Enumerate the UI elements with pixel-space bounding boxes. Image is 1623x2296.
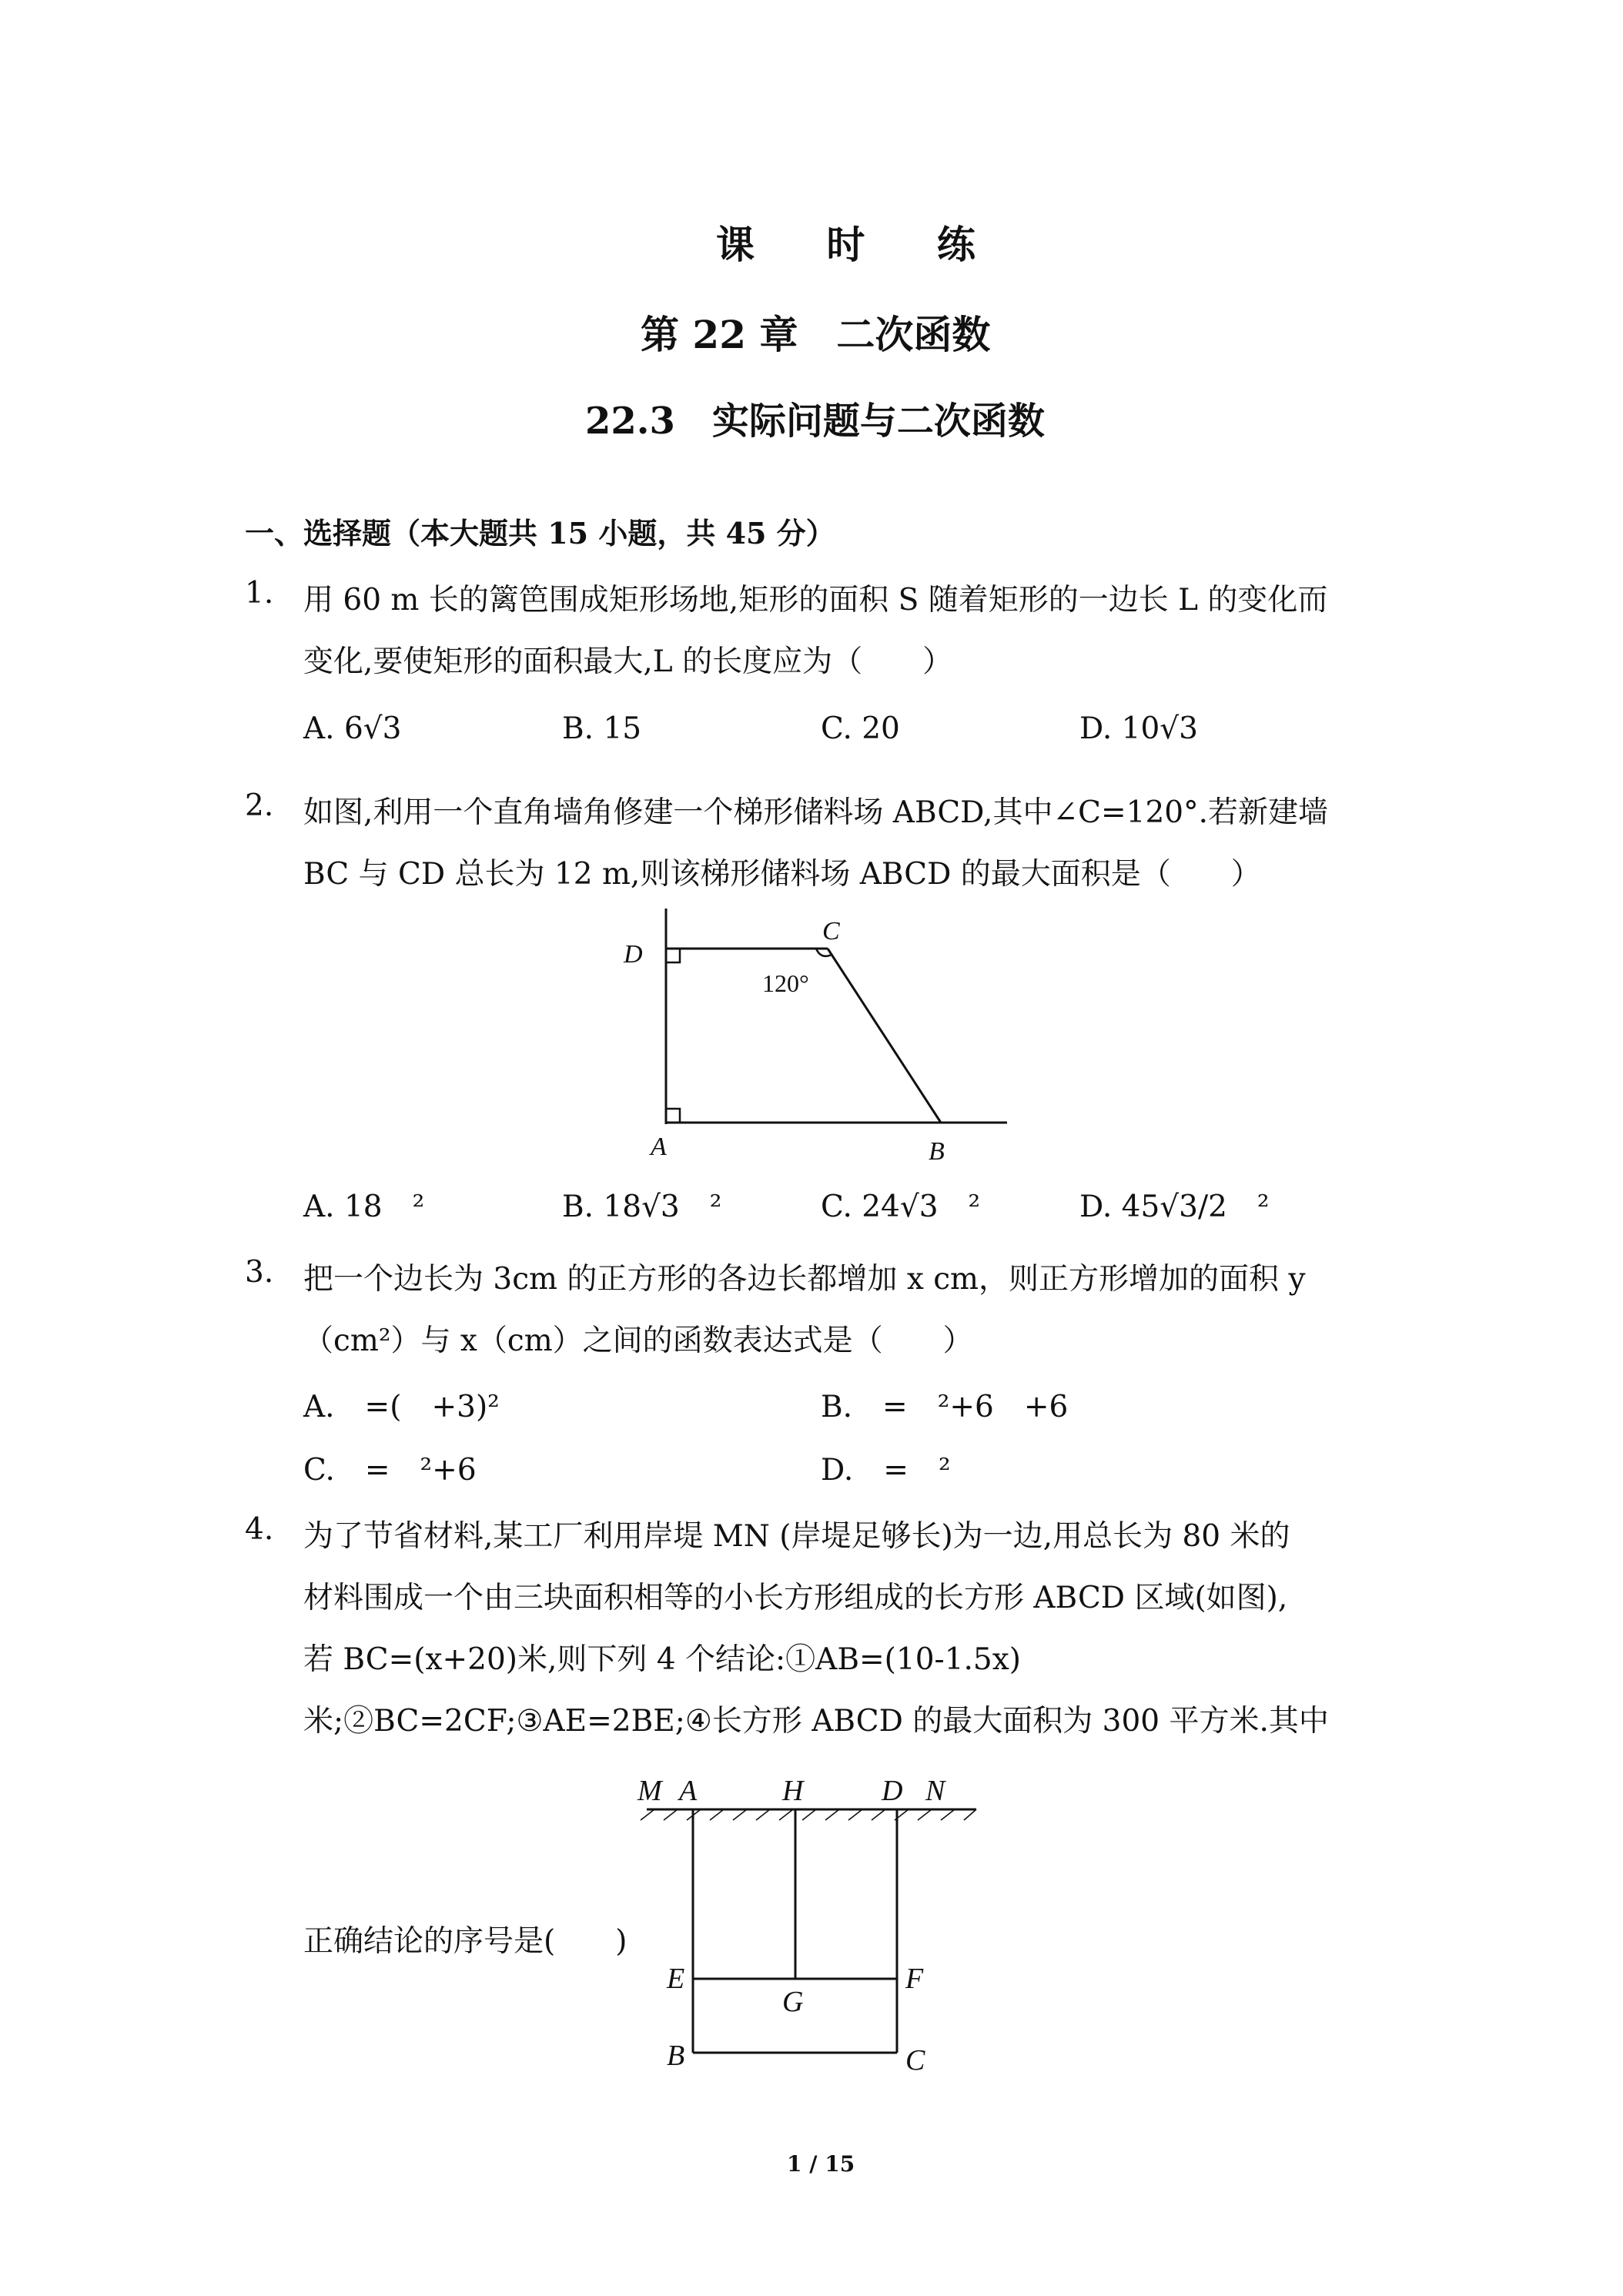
section-title: 22.3 实际问题与二次函数 [585, 400, 1045, 443]
q2-option-b: B. 18√3 ² [562, 1190, 722, 1224]
q3-line1: 把一个边长为 3cm 的正方形的各边长都增加 x cm，则正方形增加的面积 y [303, 1262, 1306, 1297]
page-title: 课 时 练 [716, 222, 1005, 267]
q3-number: 3. [245, 1255, 274, 1290]
q4-label-n: N [925, 1775, 945, 1807]
q4-line5: 正确结论的序号是( ) [303, 1924, 627, 1959]
q2-trapezoid-figure [608, 901, 1024, 1170]
q2-label-c: C [822, 917, 840, 946]
q4-line2: 材料围成一个由三块面积相等的小长方形组成的长方形 ABCD 区域(如图), [303, 1581, 1288, 1615]
q4-label-d: D [882, 1775, 903, 1807]
q4-line1: 为了节省材料,某工厂利用岸堤 MN (岸堤足够长)为一边,用总长为 80 米的 [303, 1519, 1290, 1554]
q2-line1: 如图,利用一个直角墙角修建一个梯形储料场 ABCD,其中∠C=120°.若新建墙 [303, 795, 1328, 830]
q2-line2: BC 与 CD 总长为 12 m,则该梯形储料场 ABCD 的最大面积是（ ） [303, 857, 1261, 892]
q4-label-c: C [905, 2044, 925, 2077]
q2-label-a: A [651, 1133, 667, 1161]
q4-label-b: B [667, 2040, 685, 2072]
q4-label-g: G [782, 1986, 804, 2018]
q2-option-c: C. 24√3 ² [821, 1190, 981, 1224]
q4-line4: 米;②BC=2CF;③AE=2BE;④长方形 ABCD 的最大面积为 300 平方米.其中 [303, 1704, 1329, 1739]
q3-line2: （cm²）与 x（cm）之间的函数表达式是（ ） [303, 1324, 973, 1358]
q3-option-c: C. = ²+6 [303, 1453, 477, 1488]
q1-option-c: C. 20 [821, 711, 900, 746]
q4-label-h: H [782, 1775, 804, 1807]
q4-rectangle-figure [631, 1763, 1001, 2102]
q1-number: 1. [245, 576, 274, 611]
q2-angle-label: 120° [762, 969, 809, 997]
q3-option-a: A. =( +3)² [303, 1390, 500, 1424]
q2-option-a: A. 18 ² [303, 1190, 425, 1224]
q4-label-m: M [637, 1775, 662, 1807]
q4-line3: 若 BC=(x+20)米,则下列 4 个结论:①AB=(10-1.5x) [303, 1642, 1021, 1677]
q3-option-b: B. = ²+6 +6 [821, 1390, 1069, 1424]
q1-option-d: D. 10√3 [1079, 711, 1198, 746]
q4-label-a: A [679, 1775, 698, 1807]
q4-number: 4. [245, 1512, 274, 1547]
q4-label-f: F [905, 1963, 924, 1995]
q2-number: 2. [245, 788, 274, 823]
page-number: 1 / 15 [787, 2151, 855, 2177]
chapter-title: 第 22 章 二次函数 [641, 312, 991, 357]
q1-line2: 变化,要使矩形的面积最大,L 的长度应为（ ） [303, 644, 953, 679]
q3-option-d: D. = ² [821, 1453, 951, 1488]
q2-option-d: D. 45√3/2 ² [1079, 1190, 1270, 1224]
q2-label-d: D [624, 940, 643, 969]
q1-option-a: A. 6√3 [303, 711, 402, 746]
q1-line1: 用 60 m 长的篱笆围成矩形场地,矩形的面积 S 随着矩形的一边长 L 的变化而 [303, 583, 1328, 618]
q1-option-b: B. 15 [562, 711, 642, 746]
q2-label-b: B [929, 1137, 945, 1166]
q4-label-e: E [667, 1963, 685, 1995]
part-heading: 一、选择题（本大题共 15 小题，共 45 分） [245, 516, 835, 551]
